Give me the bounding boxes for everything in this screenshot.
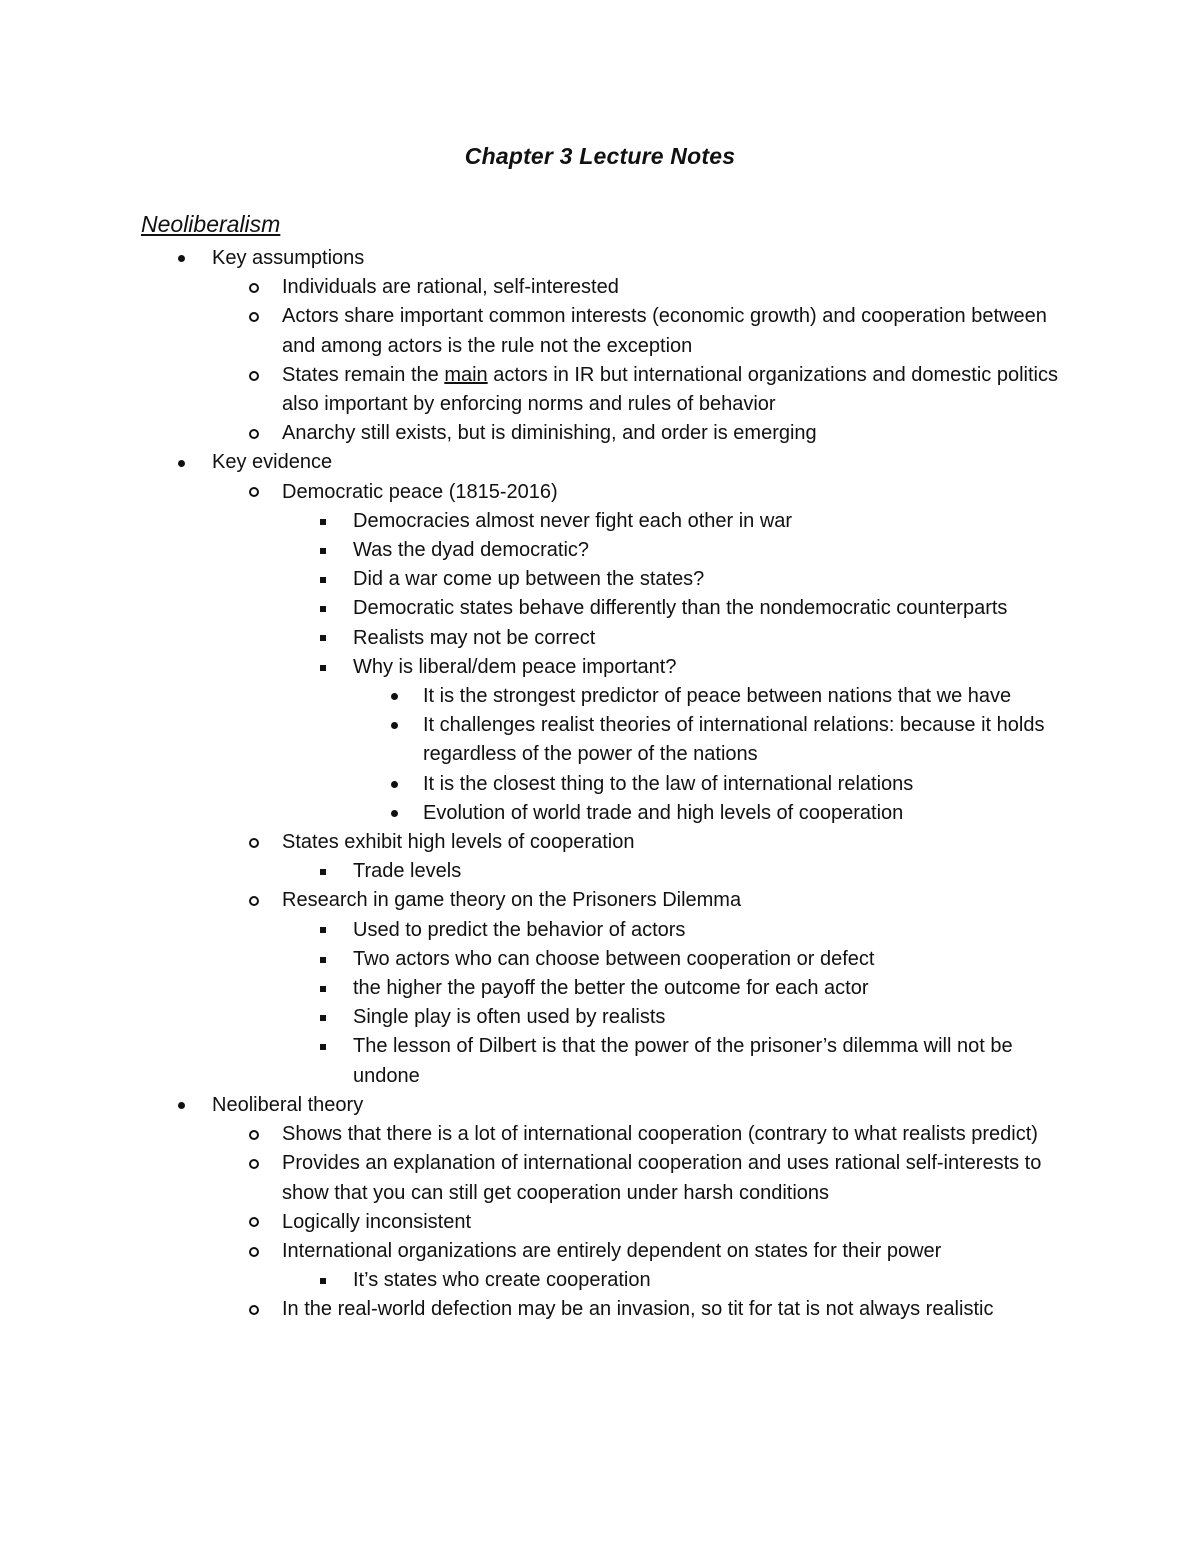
list-item — [0, 857, 1200, 886]
ring-bullet-icon — [244, 1208, 264, 1237]
ring-bullet-icon — [244, 1295, 264, 1324]
square-bullet-icon — [313, 1032, 333, 1061]
list-item-text: In the real-world defection may be an invasion, so tit for tat is not always realistic — [282, 1298, 994, 1321]
square-bullet-icon — [313, 1003, 333, 1032]
list-item — [0, 273, 1200, 302]
list-item — [0, 828, 1200, 857]
dot-bullet-icon — [171, 244, 191, 273]
list-item — [0, 1149, 1200, 1207]
list-item — [0, 1003, 1200, 1032]
list-item-text: Research in game theory on the Prisoners Dilemma — [282, 889, 742, 912]
list-item-text: International organizations are entirely dependent on states for their power — [282, 1239, 942, 1262]
list-item-text: Anarchy still exists, but is diminishing, and order is emerging — [282, 422, 817, 445]
square-bullet-icon — [313, 565, 333, 594]
list-item-text: States remain the main actors in IR but international organizations and domestic politics also important by enforcing norms and rules of behavior — [282, 363, 1058, 416]
list-item-text: It’s states who create cooperation — [353, 1269, 651, 1292]
ring-bullet-icon — [244, 828, 264, 857]
square-bullet-icon — [313, 594, 333, 623]
underlined-emphasis: main — [444, 363, 488, 386]
list-item-text: Democratic states behave differently than the nondemocratic counterparts — [353, 597, 1008, 620]
list-item-text: Democratic peace (1815-2016) — [282, 480, 558, 503]
list-item-text: Neoliberal theory — [212, 1093, 364, 1116]
list-item — [0, 448, 1200, 477]
list-item-text: It is the closest thing to the law of international relations — [423, 772, 914, 795]
list-item — [0, 1091, 1200, 1120]
list-item — [0, 1208, 1200, 1237]
list-item — [0, 1266, 1200, 1295]
list-item-text: Trade levels — [353, 860, 462, 883]
dot-bullet-icon — [384, 682, 404, 711]
square-bullet-icon — [313, 653, 333, 682]
list-item — [0, 945, 1200, 974]
list-item-text: Evolution of world trade and high levels of cooperation — [423, 801, 904, 824]
bullet-outline — [0, 244, 1200, 1325]
list-item — [0, 244, 1200, 273]
list-item — [0, 478, 1200, 507]
square-bullet-icon — [313, 624, 333, 653]
list-item — [0, 1295, 1200, 1324]
list-item-text: States exhibit high levels of cooperation — [282, 831, 635, 854]
list-item — [0, 799, 1200, 828]
list-item — [0, 536, 1200, 565]
dot-bullet-icon — [384, 799, 404, 828]
list-item-text: Realists may not be correct — [353, 626, 596, 649]
list-item — [0, 565, 1200, 594]
dot-bullet-icon — [384, 770, 404, 799]
list-item — [0, 302, 1200, 360]
list-item — [0, 770, 1200, 799]
square-bullet-icon — [313, 1266, 333, 1295]
list-item-text: the higher the payoff the better the outcome for each actor — [353, 977, 869, 1000]
list-item-text: Key assumptions — [212, 247, 365, 269]
list-item — [0, 886, 1200, 915]
list-item-text: It challenges realist theories of international relations: because it holds regardless of the power of the nations — [423, 714, 1045, 766]
list-item-text: It is the strongest predictor of peace between nations that we have — [423, 685, 1012, 708]
ring-bullet-icon — [244, 886, 264, 915]
list-item — [0, 711, 1200, 769]
ring-bullet-icon — [244, 1120, 264, 1149]
list-item-text: The lesson of Dilbert is that the power of the prisoner’s dilemma will not be undone — [353, 1035, 1013, 1087]
list-item — [0, 1120, 1200, 1149]
square-bullet-icon — [313, 974, 333, 1003]
list-item-text: Shows that there is a lot of international cooperation (contrary to what realists predict) — [282, 1123, 1038, 1146]
list-item — [0, 974, 1200, 1003]
ring-bullet-icon — [244, 419, 264, 448]
square-bullet-icon — [313, 507, 333, 536]
list-item-text: Was the dyad democratic? — [353, 539, 590, 562]
square-bullet-icon — [313, 857, 333, 886]
dot-bullet-icon — [384, 711, 404, 740]
list-item — [0, 624, 1200, 653]
ring-bullet-icon — [244, 1237, 264, 1266]
ring-bullet-icon — [244, 302, 264, 331]
list-item-text: Did a war come up between the states? — [353, 568, 705, 591]
list-item-text: Key evidence — [212, 451, 333, 474]
section-heading: Neoliberalism — [141, 211, 281, 237]
list-item-text: Individuals are rational, self-interested — [282, 276, 619, 299]
square-bullet-icon — [313, 945, 333, 974]
list-item — [0, 916, 1200, 945]
list-item — [0, 594, 1200, 623]
list-item — [0, 653, 1200, 682]
list-item-text: Logically inconsistent — [282, 1210, 471, 1233]
page-title: Chapter 3 Lecture Notes — [464, 143, 736, 169]
list-item — [0, 1237, 1200, 1266]
ring-bullet-icon — [244, 361, 264, 390]
list-item-text: Actors share important common interests (economic growth) and cooperation between and among actors is the rule not the exception — [282, 305, 1047, 357]
square-bullet-icon — [313, 536, 333, 565]
dot-bullet-icon — [171, 1091, 191, 1120]
list-item — [0, 361, 1200, 419]
list-item-text: Two actors who can choose between cooperation or defect — [353, 947, 875, 970]
ring-bullet-icon — [244, 1149, 264, 1178]
dot-bullet-icon — [171, 448, 191, 477]
list-item — [0, 507, 1200, 536]
ring-bullet-icon — [244, 478, 264, 507]
list-item-text: Democracies almost never fight each other in war — [353, 509, 793, 532]
list-item-text: Used to predict the behavior of actors — [353, 918, 686, 941]
list-item-text: Single play is often used by realists — [353, 1006, 666, 1029]
square-bullet-icon — [313, 916, 333, 945]
ring-bullet-icon — [244, 273, 264, 302]
list-item — [0, 682, 1200, 711]
list-item-text: Provides an explanation of international cooperation and uses rational self-interests to show that you can still get cooperation under harsh conditions — [282, 1152, 1042, 1204]
list-item — [0, 419, 1200, 448]
list-item — [0, 1032, 1200, 1090]
list-item-text: Why is liberal/dem peace important? — [353, 655, 677, 678]
